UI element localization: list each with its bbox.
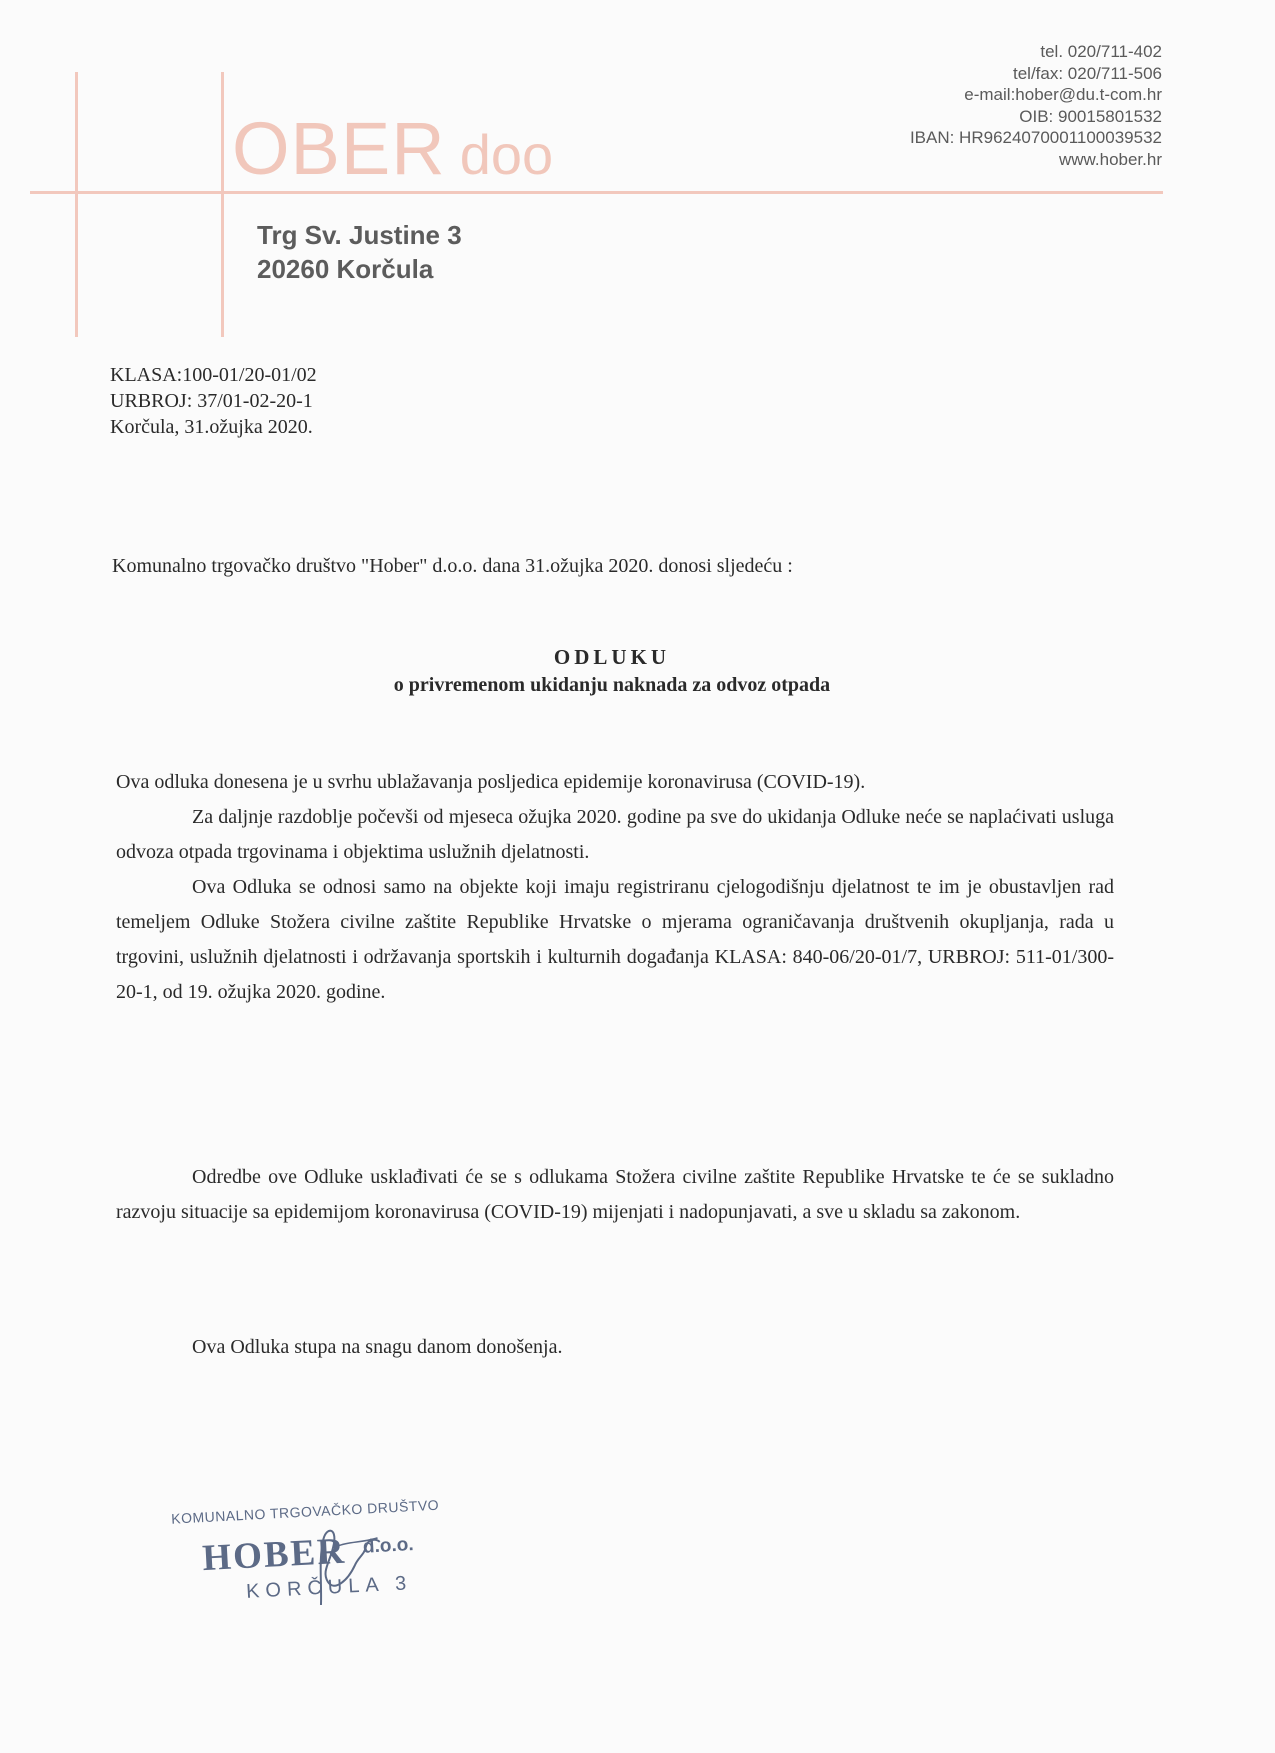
logo-suffix-text: doo <box>459 123 554 186</box>
letterhead-line-right <box>221 72 224 337</box>
company-stamp <box>165 1479 472 1644</box>
paragraph-5-block <box>116 1330 1114 1365</box>
document-title: ODLUKU <box>553 645 671 669</box>
letterhead-line-left <box>75 72 78 337</box>
paragraph-1-block <box>116 765 1114 1010</box>
contact-website: www.hober.hr <box>1059 149 1162 169</box>
reference-klasa: KLASA:100-01/20-01/02 <box>110 364 317 386</box>
paragraph-4-block <box>116 1160 1114 1230</box>
contact-block <box>910 41 1162 170</box>
reference-block <box>110 362 317 440</box>
stamp-company-name: HOBER <box>201 1530 347 1580</box>
paragraph-3: Ova Odluka se odnosi samo na objekte koji imaju registriranu cjelogodišnju djelatnost te im je obustavljen rad temeljem Odluke Stožera civilne zaštite Republike Hrvatske o mjerama ograničavanja društvenih okupljanja, rada u trgovini, uslužnih djelatnosti i održavanja sportskih i kulturnih događanja KLASA: 840-06/20-01/7, URBROJ: 511-01/300-20-1, od 19. ožujka 2020. godine. <box>116 876 1114 1003</box>
logo-main-text: OBER <box>232 107 446 190</box>
stamp-city: KORČULA 3 <box>245 1572 413 1603</box>
stamp-company-type: KOMUNALNO TRGOVAČKO DRUŠTVO <box>170 1496 440 1527</box>
address-street: Trg Sv. Justine 3 <box>257 220 462 250</box>
signature-icon <box>165 1479 472 1644</box>
letterhead-line-horizontal <box>30 191 1163 194</box>
reference-place-date: Korčula, 31.ožujka 2020. <box>110 416 313 438</box>
contact-fax: tel/fax: 020/711-506 <box>1012 63 1162 83</box>
contact-phone: tel. 020/711-402 <box>1040 42 1162 61</box>
company-address <box>257 218 462 286</box>
contact-oib: OIB: 90015801532 <box>1019 106 1162 126</box>
contact-email: e-mail:hober@du.t-com.hr <box>964 85 1162 104</box>
paragraph-4: Odredbe ove Odluke usklađivati će se s odlukama Stožera civilne zaštite Republike Hrvatske te će se sukladno razvoju situacije sa epidemijom koronavirusa (COVID-19) mijenjati i nadopunjavati, a sve u skladu sa zakonom. <box>116 1166 1114 1223</box>
paragraph-2: Za daljnje razdoblje počevši od mjeseca ožujka 2020. godine pa sve do ukidanja Odluke neće se naplaćivati usluga odvoza otpada trgovinama i objektima uslužnih djelatnosti. <box>116 806 1114 863</box>
reference-urbroj: URBROJ: 37/01-02-20-1 <box>110 390 313 412</box>
paragraph-5: Ova Odluka stupa na snagu danom donošenja. <box>192 1336 563 1358</box>
address-city: 20260 Korčula <box>257 254 434 284</box>
intro-line: Komunalno trgovačko društvo "Hober" d.o.o. dana 31.ožujka 2020. donosi sljedeću : <box>112 555 793 577</box>
company-logo <box>232 107 554 190</box>
document-subtitle: o privremenom ukidanju naknada za odvoz otpada <box>393 674 831 696</box>
contact-iban: IBAN: HR9624070001100039532 <box>909 128 1162 147</box>
stamp-company-suffix: d.o.o. <box>362 1534 415 1558</box>
paragraph-1: Ova odluka donesena je u svrhu ublažavanja posljedica epidemije koronavirusa (COVID-19). <box>116 771 866 793</box>
